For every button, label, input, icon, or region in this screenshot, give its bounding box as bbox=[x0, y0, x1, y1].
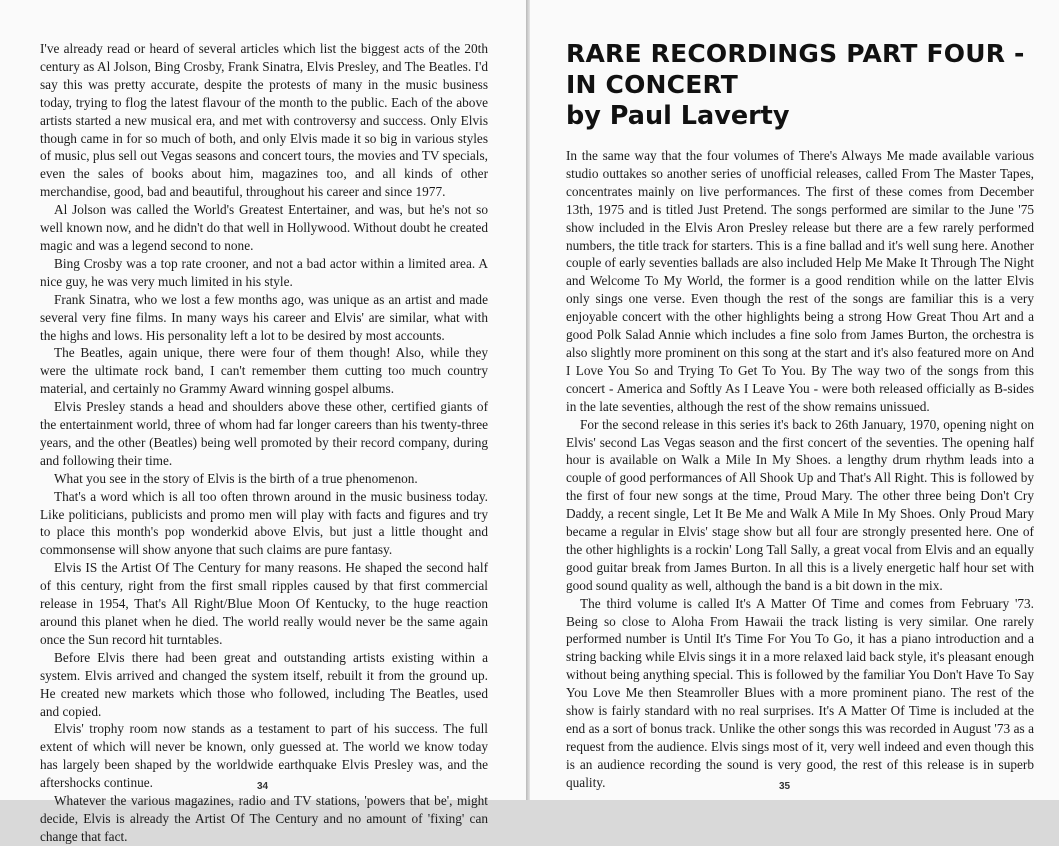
left-paragraph-4: Frank Sinatra, who we lost a few months ago, was unique as an artist and made several very fine films. In many ways his career and Elvis' are similar, what with the highs and lows. His personality left a lot to be desired by most accounts. bbox=[40, 291, 488, 343]
left-paragraph-2: Al Jolson was called the World's Greatest Entertainer, and was, but he's not so well known now, and he didn't do that well in Hollywood. Without doubt he created magic and was a legend second to none. bbox=[40, 202, 488, 253]
left-paragraph-12: Whatever the various magazines, radio and TV stations, 'powers that be', might decide, Elvis is already the Artist Of The Century and no amount of 'fixing' can change that fact. bbox=[40, 793, 488, 844]
left-paragraph-8: That's a word which is all too often thrown around in the music business today. Like politicians, publicists and promo men will play with facts and figures and try to place this month's pop wonderkid above Elvis, but just a little thought and commonsense will show anyone that such claims are pure fantasy. bbox=[40, 488, 488, 558]
right-page bbox=[530, 0, 1059, 800]
page-number-right: 35 bbox=[779, 781, 791, 792]
right-paragraph-1: In the same way that the four volumes of There's Always Me made available various studio outtakes so another series of unofficial releases, called From The Master Tapes, concentrates mainly on live performances. The first of these comes from December 13th, 1975 and is titled Just Pretend. The songs performed are similar to the June '75 show included in the Elvis Aron Presley release but there are a few rarely performed numbers, the title track for starters. This is a fine ballad and it's well sung here. Another couple of early seventies ballads are also included Help Me Make It Through The Night and Welcome To My World, the former is a good rendition while on the latter Elvis only sings one verse. Even though the rest of the songs are familiar this is a very enjoyable concert with the other highlights being a strong How Great Thou Art and a good Polk Salad Annie which includes a fine solo from James Burton, the orchestra is also slightly more prominent on this song at the start and it's also featured more on And I Love You So and Trying To Get To You. By The way two of the songs from this concert - America and Softly As I Leave You - were both released officially as B-sides in the late seventies, although the rest of the show remains unissued. bbox=[566, 148, 1034, 414]
left-paragraph-5: The Beatles, again unique, there were four of them though! Also, while they were the ultimate rock band, I can't remember them cutting too much country material, and certainly no Grammy Award winning gospel albums. bbox=[40, 345, 488, 397]
left-paragraph-1: I've already read or heard of several articles which list the biggest acts of the 20th century as Al Jolson, Bing Crosby, Frank Sinatra, Elvis Presley, and The Beatles. I'd say this was pretty accurate, despite the protests of many in the music business today, trying to flog the latest flavour of the month to the public. Each of the above artists started a new musical era, and met with controversy and success. Only Elvis though came in for so much of both, and only Elvis made it so big in various styles of music, plus sell out Vegas seasons and concert tours, the movies and TV specials, even the sales of books about him, magazines too, and all kinds of other merchandise, good, bad and beautiful, throughout his career and since 1977. bbox=[40, 41, 488, 200]
page-number-left: 34 bbox=[257, 781, 269, 792]
byline: by Paul Laverty bbox=[566, 101, 790, 131]
left-paragraph-9: Elvis IS the Artist Of The Century for many reasons. He shaped the second half of this century, right from the first small ripples caused by that first commercial release in 1954, That's All Right/Blue Moon Of Kentucky, to the huge reaction around this planet when he died. The world really would never be the same again once the Sun record hit turntables. bbox=[40, 560, 488, 647]
left-page bbox=[0, 0, 526, 844]
left-paragraph-6: Elvis Presley stands a head and shoulders above these other, certified giants of the entertainment world, three of whom had far longer careers than his twenty-three years, and the other (Beatles) being well promoted by their record company, during and following their time. bbox=[40, 399, 488, 468]
left-paragraph-11: Elvis' trophy room now stands as a testament to part of his success. The full extent of which will never be known, only guessed at. The world we know today has largely been shaped by the worldwide earthquake Elvis Presley was, and the aftershocks continue. bbox=[40, 721, 488, 791]
left-paragraph-10: Before Elvis there had been great and outstanding artists existing within a system. Elvis arrived and changed the system itself, rebuilt it from the ground up. He created new markets which those who followed, including The Beatles, used and copied. bbox=[40, 649, 488, 719]
article-headline bbox=[566, 38, 1034, 133]
headline-line-2: IN CONCERT bbox=[566, 70, 739, 99]
left-article-body bbox=[40, 40, 488, 846]
left-paragraph-3: Bing Crosby was a top rate crooner, and not a bad actor within a limited area. A nice guy, he was very much limited in his style. bbox=[40, 255, 488, 289]
left-paragraph-7: What you see in the story of Elvis is the birth of a true phenomenon. bbox=[54, 470, 418, 486]
right-article-body bbox=[566, 147, 1034, 792]
headline-line-1: RARE RECORDINGS PART FOUR - bbox=[566, 39, 1025, 68]
right-paragraph-2: For the second release in this series it's back to 26th January, 1970, opening night on Elvis' second Las Vegas season and the first concert of the seventies. The opening half hour is available on Walk a Mile In My Shoes. a lengthy drum rhythm leads into a couple of good performances of All Shook Up and That's All Right. This is followed by the first of four new songs at the time, Proud Mary. The other three being Don't Cry Daddy, a recent single, Let It Be Me and Walk A Mile In My Shoes. Only Proud Mary became a regular in Elvis' stage show but all four are strongly presented here. One of the other highlights is a rockin' Long Tall Sally, a great vocal from Elvis and an equally good guitar break from James Burton. In all this is a lively energetic half hour set with good sound quality as well, although the band is a bit down in the mix. bbox=[566, 416, 1034, 593]
right-paragraph-3: The third volume is called It's A Matter Of Time and comes from February '73. Being so close to Aloha From Hawaii the track listing is very similar. One rarely performed number is Until It's Time For You To Go, it has a piano introduction and a string backing while Elvis sings it in a more relaxed laid back style, it's pleasant enough without being anything special. This is followed by the familiar You Don't Have To Say You Love Me then Steamroller Blues with a more prominent piano. The rest of the show is fairly standard with no real surprises. It's A Matter Of Time is included at the end as a sort of bonus track. Unlike the other songs this was recorded in August '73 as a request from the audience. Elvis sings most of it, very well indeed and even though this is an audience recording the sound is very good, the rest of this release is in superb quality. bbox=[566, 595, 1034, 790]
